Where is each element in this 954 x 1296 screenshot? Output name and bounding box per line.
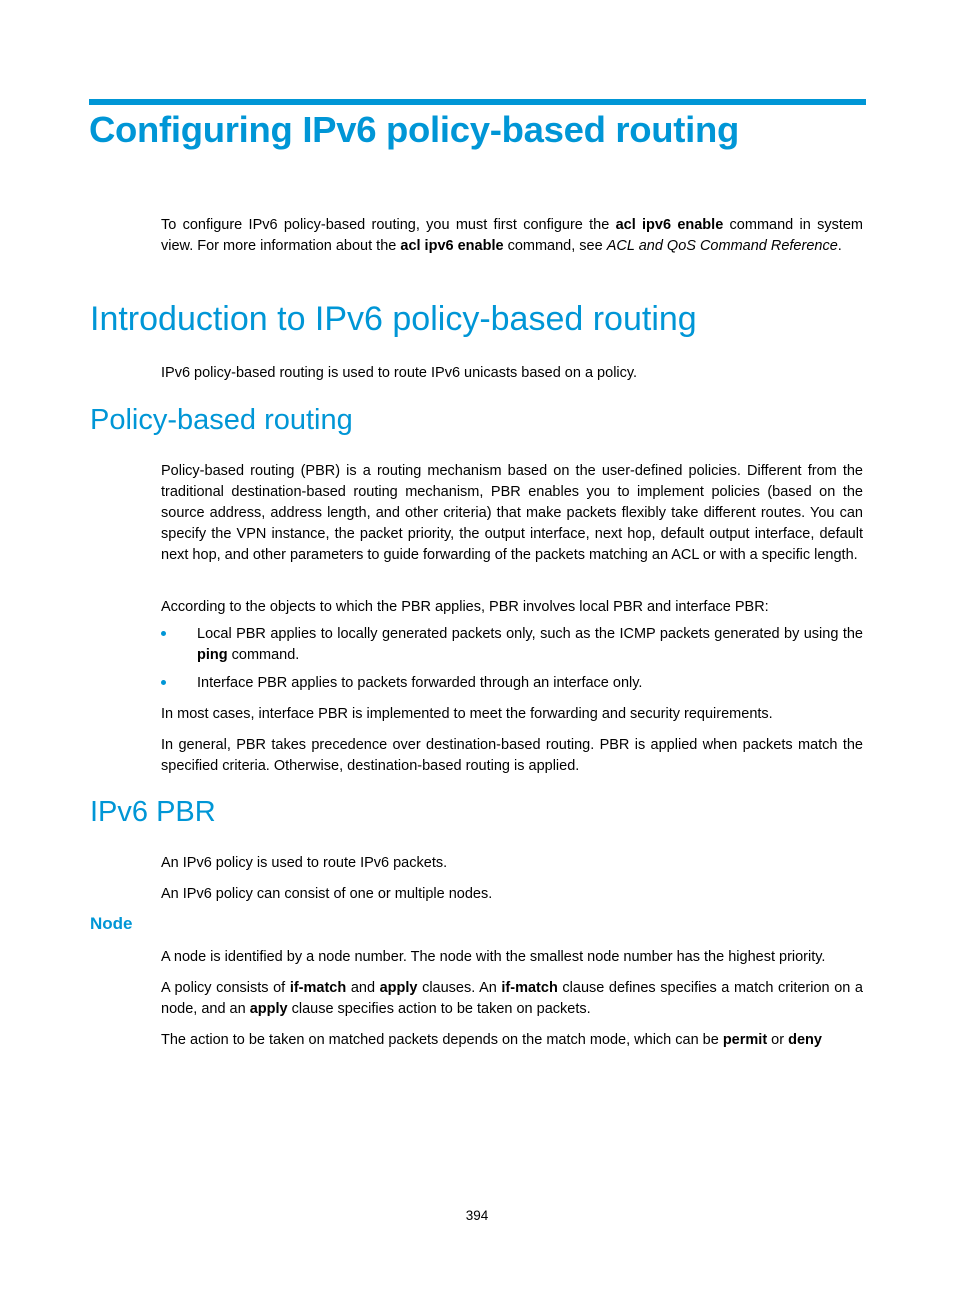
pbr-paragraph-4: In general, PBR takes precedence over destination-based routing. PBR is applied when packets match the specified criteria. Otherwise, destination-based routing is applied. xyxy=(161,737,863,774)
cmd-acl-ipv6-enable: acl ipv6 enable xyxy=(400,238,504,254)
page-number: 394 xyxy=(465,1208,489,1223)
cmd-ping: ping xyxy=(197,647,228,663)
node-paragraph-3: The action to be taken on matched packets depends on the match mode, which can be permit or deny xyxy=(161,1032,822,1048)
reference-title: ACL and QoS Command Reference xyxy=(606,238,838,254)
section-title-introduction: Introduction to IPv6 policy-based routing xyxy=(90,300,697,338)
pbr-paragraph-2: According to the objects to which the PBR applies, PBR involves local PBR and interface PBR: xyxy=(161,599,769,615)
intro-paragraph: To configure IPv6 policy-based routing, you must first configure the acl ipv6 enable command in system view. For more information about the acl ipv6 enable command, see ACL and QoS Command Reference. xyxy=(161,217,863,254)
pbr-paragraph-1: Policy-based routing (PBR) is a routing mechanism based on the user-defined policies. Different from the traditional destination-based routing mechanism, PBR enables you to implement policies (based on the source address, address length, and other criteria) that make packets flexibly take different routes. You can specify the VPN instance, the packet priority, the output interface, next hop, default output interface, default next hop, and other parameters to guide forwarding of the packets matching an ACL or with a specific length. xyxy=(161,463,863,563)
chapter-rule xyxy=(89,99,866,105)
subsection-title-node: Node xyxy=(90,914,133,933)
bullet-local-pbr xyxy=(161,624,863,666)
bullet-text: Interface PBR applies to packets forwarded through an interface only. xyxy=(197,675,643,691)
bullet-icon xyxy=(161,680,166,685)
ipv6-pbr-paragraph-1: An IPv6 policy is used to route IPv6 packets. xyxy=(161,855,448,871)
section-title-ipv6-pbr: IPv6 PBR xyxy=(90,796,216,828)
bullet-icon xyxy=(161,631,166,636)
chapter-title: Configuring IPv6 policy-based routing xyxy=(89,109,739,150)
node-paragraph-2: A policy consists of if-match and apply clauses. An if-match clause defines specifies a match criterion on a node, and an apply clause specifies action to be taken on packets. xyxy=(161,980,863,1017)
bullet-text: Local PBR applies to locally generated packets only, such as the ICMP packets generated by using the ping command. xyxy=(197,626,863,663)
ipv6-pbr-paragraph-2: An IPv6 policy can consist of one or multiple nodes. xyxy=(161,886,493,902)
section-intro-text: IPv6 policy-based routing is used to route IPv6 unicasts based on a policy. xyxy=(161,365,638,381)
pbr-paragraph-3: In most cases, interface PBR is implemented to meet the forwarding and security requirements. xyxy=(161,706,773,722)
bullet-interface-pbr xyxy=(161,673,863,694)
node-paragraph-1: A node is identified by a node number. The node with the smallest node number has the highest priority. xyxy=(161,949,826,965)
section-title-pbr: Policy-based routing xyxy=(90,404,353,436)
cmd-acl-ipv6-enable: acl ipv6 enable xyxy=(615,217,724,233)
